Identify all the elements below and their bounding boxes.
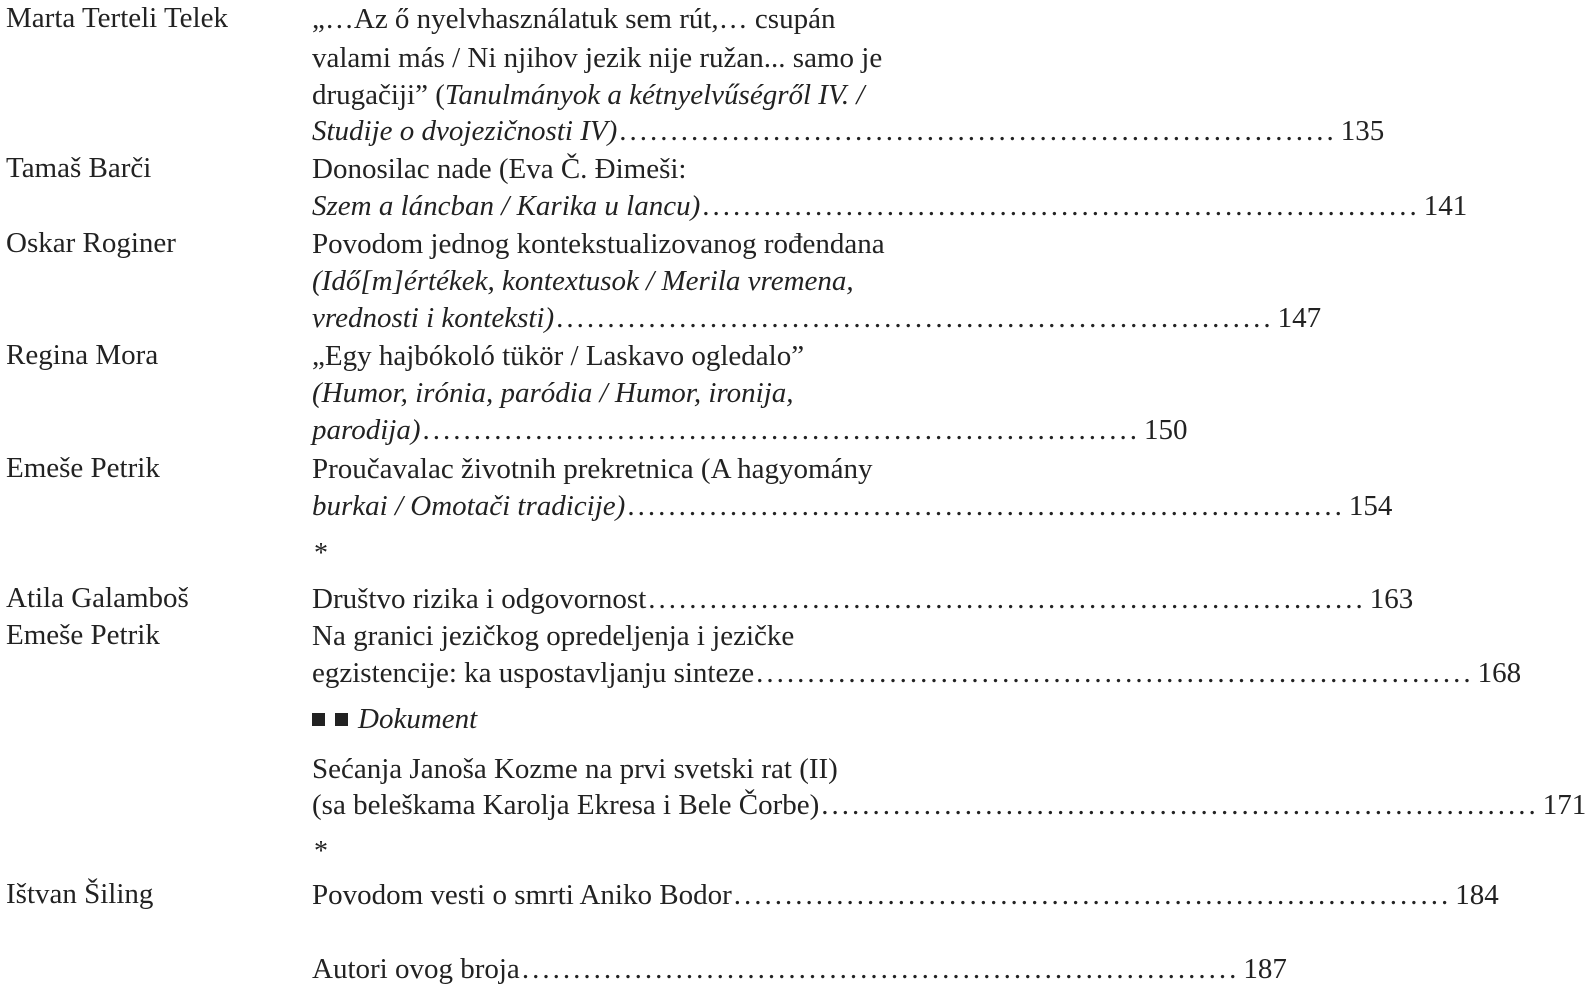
entry-title-end: Autori ovog broja	[312, 953, 520, 985]
entry-last-line	[312, 878, 1499, 912]
page-number: 154	[1348, 490, 1393, 522]
leader-dots: ......................................................................	[756, 657, 1474, 689]
entry-title-line: valami más / Ni njihov jezik nije ružan... samo je	[312, 42, 883, 74]
section-heading-label: Dokument	[358, 703, 478, 735]
entry-title-end: Društvo rizika i odgovornost	[312, 583, 647, 615]
author-name: Emeše Petrik	[6, 619, 160, 651]
leader-dots: ......................................................................	[627, 490, 1345, 522]
entry-title-end: egzistencije: ka uspostavljanju sinteze	[312, 657, 755, 689]
entry-last-line	[312, 189, 1468, 223]
page-number: 171	[1542, 789, 1586, 821]
page-number: 187	[1243, 953, 1287, 985]
page-number: 163	[1369, 583, 1414, 615]
entry-title-line: Donosilac nade (Eva Č. Đimeši:	[312, 153, 687, 185]
author-name: Regina Mora	[6, 339, 159, 371]
entry-title-end: Studije o dvojezičnosti IV)	[312, 115, 618, 147]
entry-title-segment: drugačiji” (	[312, 79, 445, 111]
entry-last-line	[312, 301, 1322, 335]
author-name: Ištvan Šiling	[6, 878, 154, 910]
entry-last-line	[312, 413, 1188, 447]
entry-last-line	[312, 656, 1522, 690]
page-number: 168	[1477, 657, 1522, 689]
entry-title-end: Szem a láncban / Karika u lancu)	[312, 190, 701, 222]
section-heading	[312, 703, 477, 736]
entry-title-end: Povodom vesti o smrti Aniko Bodor	[312, 879, 732, 911]
leader-dots: ......................................................................	[556, 302, 1274, 334]
entry-title-end: vrednosti i konteksti)	[312, 302, 555, 334]
bullet-square-icon	[312, 713, 325, 726]
entry-title-line: „Egy hajbókoló tükör / Laskavo ogledalo”	[312, 340, 805, 372]
entry-title-line: (Humor, irónia, paródia / Humor, ironija,	[312, 377, 794, 409]
leader-dots: ......................................................................	[422, 414, 1140, 446]
separator-asterisk: *	[314, 538, 328, 569]
page-number: 150	[1143, 414, 1188, 446]
page-number: 141	[1423, 190, 1468, 222]
entry-title-line: Proučavalac životnih prekretnica (A hagyomány	[312, 453, 873, 485]
leader-dots: ......................................................................	[733, 879, 1452, 911]
separator-asterisk: *	[314, 836, 328, 867]
entry-last-line	[312, 582, 1414, 616]
bullet-square-icon	[335, 713, 348, 726]
entry-title-line: Na granici jezičkog opredeljenja i jezičke	[312, 620, 795, 652]
entry-last-line	[312, 114, 1385, 148]
entry-title-segment-italic: Tanulmányok a kétnyelvűségről IV. /	[444, 79, 865, 111]
entry-title-line: „…Az ő nyelvhasználatuk sem rút,… csupán	[312, 3, 836, 35]
entry-title-line: Povodom jednog kontekstualizovanog rođendana	[312, 228, 885, 260]
leader-dots: ......................................................................	[702, 190, 1420, 222]
author-name: Emeše Petrik	[6, 452, 160, 484]
leader-dots: ......................................................................	[521, 953, 1240, 985]
entry-last-line	[312, 952, 1287, 986]
entry-title-line	[312, 78, 864, 112]
page-number: 135	[1340, 115, 1385, 147]
entry-title-end: parodija)	[312, 414, 421, 446]
entry-last-line	[312, 788, 1586, 822]
author-name: Oskar Roginer	[6, 227, 176, 259]
entry-title-line: (Idő[m]értékek, kontextusok / Merila vremena,	[312, 265, 854, 297]
entry-title-line: Sećanja Janoša Kozme na prvi svetski rat (II)	[312, 753, 838, 785]
leader-dots: ......................................................................	[619, 115, 1337, 147]
author-name: Marta Terteli Telek	[6, 2, 228, 34]
entry-title-end: burkai / Omotači tradicije)	[312, 490, 626, 522]
leader-dots: ......................................................................	[821, 789, 1539, 821]
entry-last-line	[312, 489, 1393, 523]
page-number: 147	[1277, 302, 1322, 334]
entry-title-end: (sa beleškama Karolja Ekresa i Bele Čorbe)	[312, 789, 820, 821]
author-name: Atila Galamboš	[6, 582, 189, 614]
author-name: Tamaš Barči	[6, 152, 152, 184]
leader-dots: ......................................................................	[648, 583, 1366, 615]
page-number: 184	[1455, 879, 1499, 911]
